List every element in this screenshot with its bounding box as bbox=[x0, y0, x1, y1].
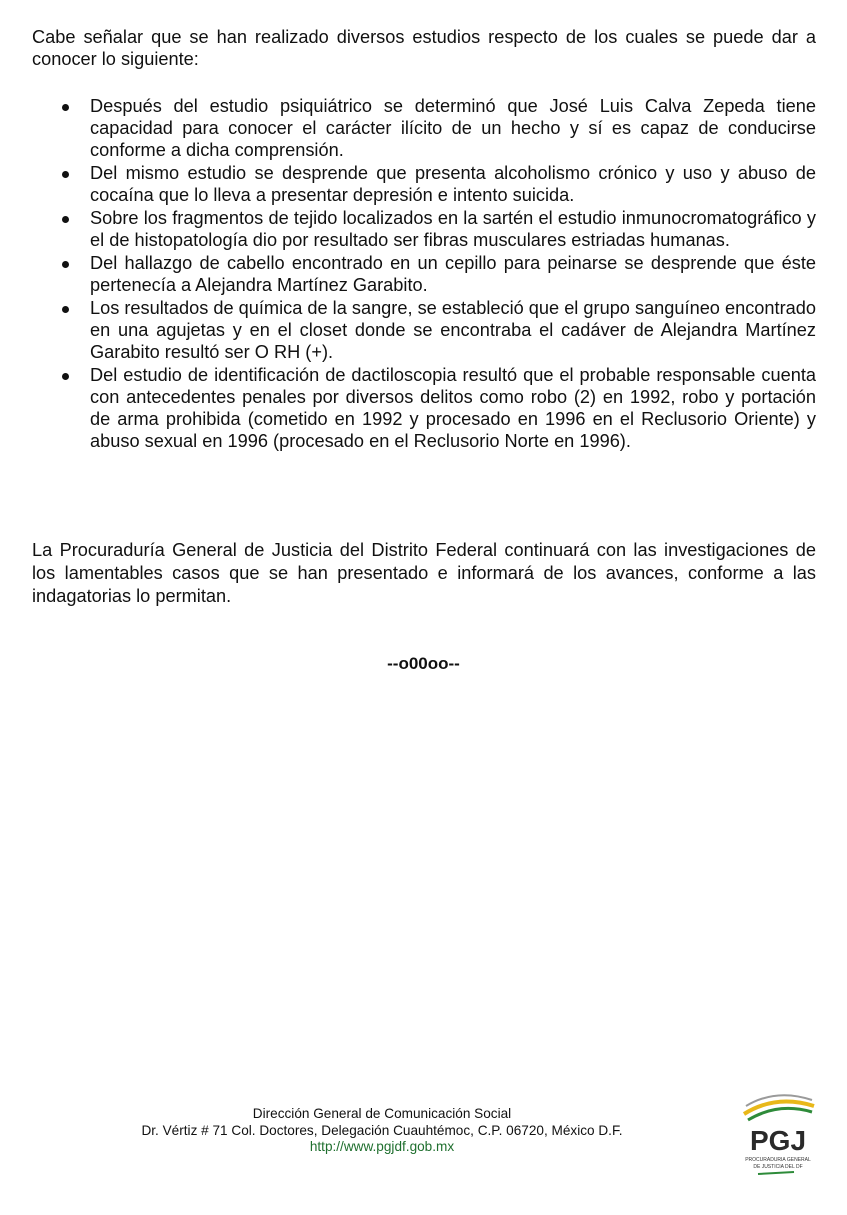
findings-list bbox=[32, 95, 816, 453]
closing-paragraph: La Procuraduría General de Justicia del Distrito Federal continuará con las investigaciones de los lamentables casos que se han presentado e informará de los avances, conforme a las indagatorias lo permitan. bbox=[32, 540, 816, 606]
bullet-icon bbox=[62, 373, 69, 380]
intro-paragraph: Cabe señalar que se han realizado diversos estudios respecto de los cuales se puede dar a conocer lo siguiente: bbox=[32, 27, 816, 69]
bullet-icon bbox=[62, 306, 69, 313]
bullet-icon bbox=[62, 104, 69, 111]
list-item: Del estudio de identificación de dactiloscopia resultó que el probable responsable cuenta con antecedentes penales por diversos delitos como robo (2) en 1992, robo y portación de arma prohibida (cometido en 1992 y procesado en 1996 en el Reclusorio Oriente) y abuso sexual en 1996 (procesado en el Reclusorio Norte en 1996). bbox=[32, 364, 816, 452]
footer-department: Dirección General de Comunicación Social bbox=[252, 1106, 512, 1121]
list-item: Del mismo estudio se desprende que presenta alcoholismo crónico y uso y abuso de cocaína que lo lleva a presentar depresión e intento suicida. bbox=[32, 162, 816, 206]
end-separator: --o00oo-- bbox=[387, 654, 460, 673]
logo-line-1: PROCURADURIA GENERAL bbox=[745, 1157, 811, 1163]
logo-acronym: PGJ bbox=[749, 1125, 807, 1156]
list-item: Los resultados de química de la sangre, se estableció que el grupo sanguíneo encontrado en una agujetas y en el closet donde se encontraba el cadáver de Alejandra Martínez Garabito resultó ser O RH (+). bbox=[32, 297, 816, 363]
bullet-icon bbox=[62, 171, 69, 178]
list-item: Después del estudio psiquiátrico se determinó que José Luis Calva Zepeda tiene capacidad para conocer el carácter ilícito de un hecho y sí es capaz de conducirse conforme a dicha comprensión. bbox=[32, 95, 816, 161]
footer-url-link[interactable]: http://www.pgjdf.gob.mx bbox=[309, 1139, 455, 1154]
list-item: Sobre los fragmentos de tejido localizados en la sartén el estudio inmunocromatográfico y el de histopatología dio por resultado ser fibras musculares estriadas humanas. bbox=[32, 207, 816, 251]
bullet-icon bbox=[62, 216, 69, 223]
pgj-logo bbox=[738, 1086, 818, 1182]
logo-underline bbox=[758, 1172, 794, 1174]
logo-line-2: DE JUSTICIA DEL DF bbox=[753, 1164, 803, 1170]
footer bbox=[90, 1106, 674, 1156]
list-item: Del hallazgo de cabello encontrado en un cepillo para peinarse se desprende que éste pertenecía a Alejandra Martínez Garabito. bbox=[32, 252, 816, 296]
logo-arc-green bbox=[748, 1108, 812, 1120]
footer-address: Dr. Vértiz # 71 Col. Doctores, Delegación Cuauhtémoc, C.P. 06720, México D.F. bbox=[141, 1122, 623, 1138]
bullet-icon bbox=[62, 261, 69, 268]
